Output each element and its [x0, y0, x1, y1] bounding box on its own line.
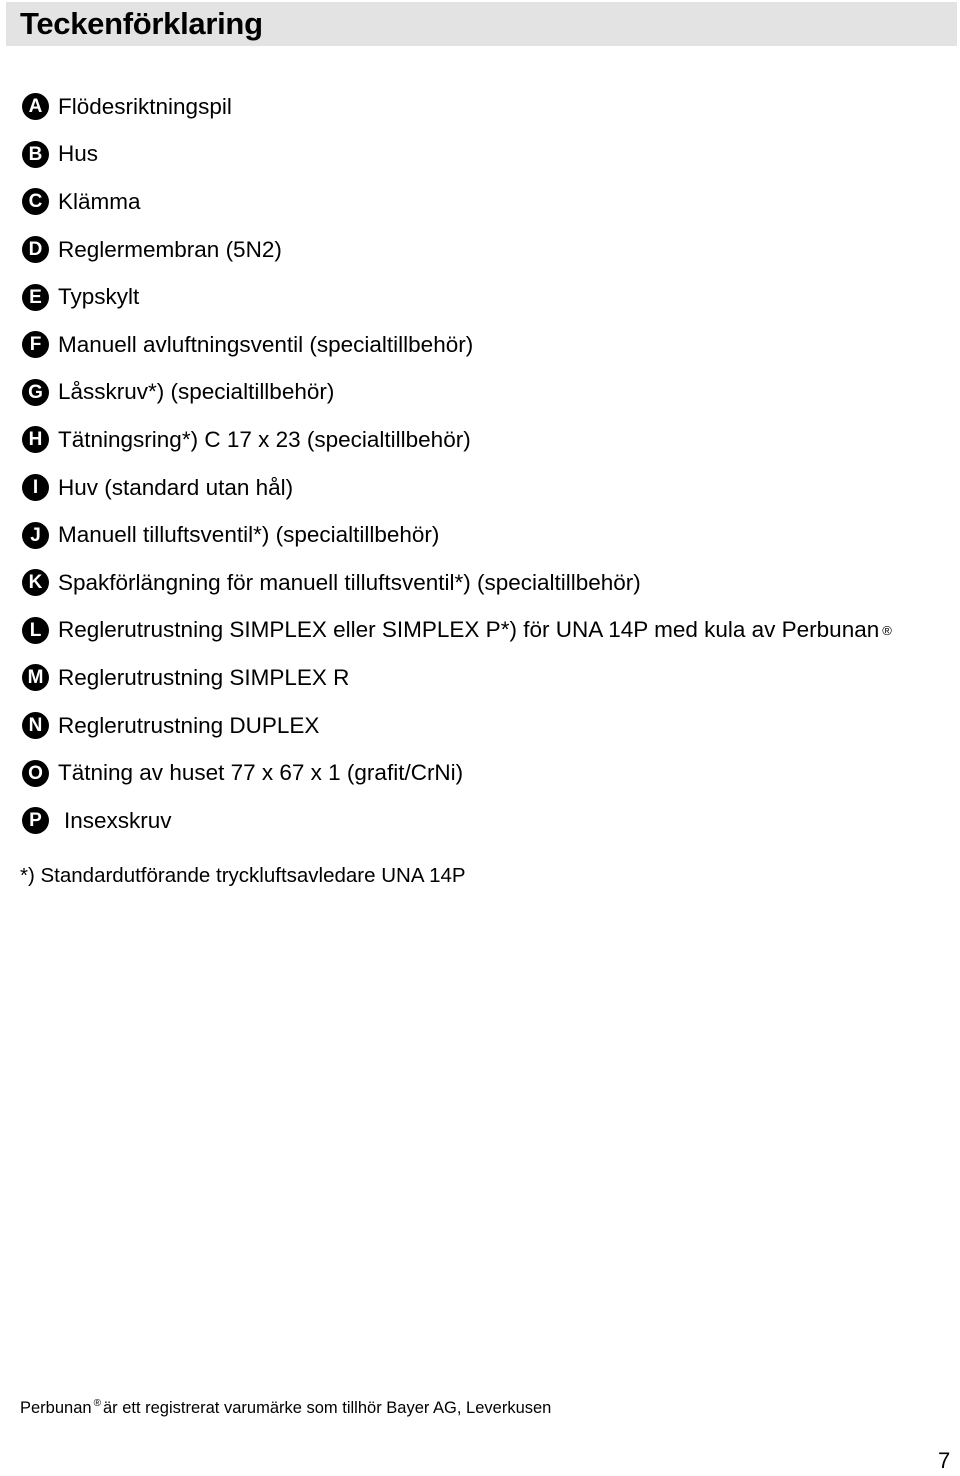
- legend-text-i: Huv (standard utan hål): [58, 474, 294, 500]
- legend-text-m: Reglerutrustning SIMPLEX R: [58, 664, 350, 690]
- legend-key-h: H: [22, 426, 49, 453]
- legend-item-e: [22, 273, 892, 321]
- legend-text-n: Reglerutrustning DUPLEX: [58, 712, 320, 738]
- legend-item-h: [22, 416, 892, 464]
- footnote: *) Standardutförande tryckluftsavledare UNA 14P: [20, 864, 466, 887]
- registered-trademark-symbol: ®: [882, 622, 892, 638]
- page-title: Teckenförklaring: [20, 6, 263, 41]
- legend-item-g: [22, 369, 892, 417]
- legend-text-k: Spakförlängning för manuell tilluftsventil*) (specialtillbehör): [58, 569, 641, 595]
- legend-key-o: O: [22, 760, 49, 787]
- legend-item-k: [22, 559, 892, 607]
- legend-item-m: [22, 654, 892, 702]
- trademark-brand: Perbunan: [20, 1399, 92, 1417]
- legend-text-g: Låsskruv*) (specialtillbehör): [58, 379, 335, 405]
- trademark-notice: [20, 1398, 551, 1418]
- legend-key-p: P: [22, 807, 49, 834]
- legend-item-o: [22, 749, 892, 797]
- legend-key-m: M: [22, 664, 49, 691]
- legend-key-g: G: [22, 379, 49, 406]
- legend-text-p: Insexskruv: [64, 807, 172, 833]
- legend-text-o: Tätning av huset 77 x 67 x 1 (grafit/CrNi): [58, 760, 464, 786]
- legend-key-l: L: [22, 617, 49, 644]
- legend-text-j: Manuell tilluftsventil*) (specialtillbehör): [58, 522, 440, 548]
- legend-item-b: [22, 131, 892, 179]
- legend-key-i: I: [22, 474, 49, 501]
- legend-key-j: J: [22, 522, 49, 549]
- legend-text-c: Klämma: [58, 188, 141, 214]
- legend-text-l: Reglerutrustning SIMPLEX eller SIMPLEX P*) för UNA 14P med kula av Perbunan: [58, 617, 880, 643]
- legend-key-d: D: [22, 236, 49, 263]
- legend-text-f: Manuell avluftningsventil (specialtillbehör): [58, 331, 474, 357]
- legend-key-a: A: [22, 93, 49, 120]
- legend-key-b: B: [22, 141, 49, 168]
- trademark-text: är ett registrerat varumärke som tillhör Bayer AG, Leverkusen: [102, 1399, 552, 1417]
- legend-key-k: K: [22, 569, 49, 596]
- legend-key-c: C: [22, 188, 49, 215]
- legend-item-p: [22, 797, 892, 845]
- legend-text-e: Typskylt: [58, 284, 140, 310]
- header-bar: [6, 2, 957, 46]
- legend-text-a: Flödesriktningspil: [58, 93, 232, 119]
- trademark-symbol: ®: [93, 1398, 101, 1409]
- legend-item-d: [22, 226, 892, 274]
- legend-key-f: F: [22, 331, 49, 358]
- legend-item-l: [22, 607, 892, 655]
- legend-item-j: [22, 511, 892, 559]
- legend-text-b: Hus: [58, 141, 99, 167]
- legend-key-e: E: [22, 284, 49, 311]
- legend-item-f: [22, 321, 892, 369]
- legend-item-n: [22, 702, 892, 750]
- legend-text-d: Reglermembran (5N2): [58, 236, 282, 262]
- legend-text-h: Tätningsring*) C 17 x 23 (specialtillbehör): [58, 426, 471, 452]
- legend-key-n: N: [22, 712, 49, 739]
- legend-item-c: [22, 178, 892, 226]
- page-number: 7: [938, 1448, 951, 1473]
- legend-list: [22, 83, 892, 845]
- legend-item-a: [22, 83, 892, 131]
- legend-item-i: [22, 464, 892, 512]
